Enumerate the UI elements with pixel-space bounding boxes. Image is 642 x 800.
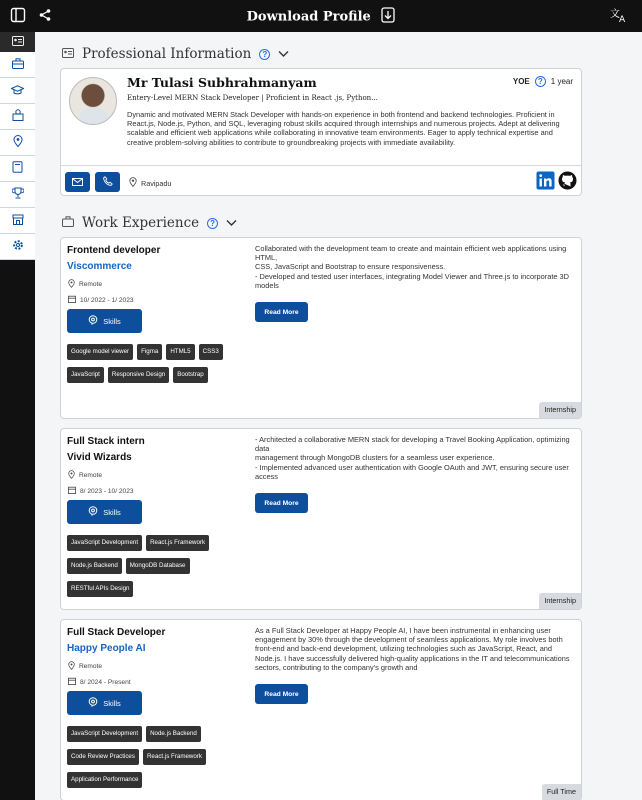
experience-company[interactable]: Viscommerce (67, 261, 132, 272)
experience-role: Full Stack Developer (67, 627, 166, 638)
skill-tag: MongoDB Database (126, 558, 190, 574)
briefcase-icon (12, 56, 24, 74)
calendar-icon (68, 486, 76, 496)
top-bar (0, 0, 642, 32)
graduation-cap-icon (11, 82, 24, 100)
employment-type-badge: Full Time (542, 784, 581, 800)
experience-role: Full Stack intern (67, 436, 145, 447)
settings-icon (12, 238, 24, 256)
experience-role: Frontend developer (67, 245, 161, 256)
profile-tagline: Entery-Level MERN Stack Developer | Proficient in React .js, Python... (127, 94, 378, 102)
work-experience-header (62, 215, 237, 231)
experience-card (60, 237, 582, 419)
skill-tags (67, 535, 247, 597)
skill-tag: Code Review Practices (67, 749, 139, 765)
sidebar-item-experience[interactable] (0, 52, 35, 78)
skill-tag: JavaScript (67, 367, 104, 383)
experience-company[interactable]: Vivid Wizards (67, 452, 132, 463)
translate-icon[interactable] (610, 7, 628, 28)
mode-text: Remote (79, 281, 103, 288)
calendar-icon (68, 295, 76, 305)
id-card-icon (12, 33, 24, 51)
brain-icon (88, 506, 98, 518)
briefcase-icon (62, 215, 74, 231)
skill-tag: Google model viewer (67, 344, 133, 360)
yoe-label: YOE (512, 77, 530, 86)
skill-tag: Application Performance (67, 772, 142, 788)
download-icon (381, 7, 395, 27)
brain-icon (88, 697, 98, 709)
experience-card (60, 428, 582, 610)
profile-location (129, 177, 171, 189)
sidebar-item-profile[interactable] (0, 32, 35, 52)
skill-tags (67, 344, 247, 383)
trophy-icon (12, 186, 24, 204)
skills-label: Skills (103, 507, 121, 517)
experience-description: - Architected a collaborative MERN stack for developing a Travel Booking Application, optimizing data management through MongoDB clusters for a seamless user experience. - Implemented advanced user authentication with Google OAuth and JWT, ensuring secure user access (255, 435, 570, 481)
mode-text: Remote (79, 472, 103, 479)
sidebar-item-achievements[interactable] (0, 182, 35, 208)
profile-footer (61, 165, 581, 196)
profile-card (60, 68, 582, 196)
read-more-button[interactable]: Read More (255, 302, 308, 322)
skills-label: Skills (103, 316, 121, 326)
profile-bio: Dynamic and motivated MERN Stack Developer with hands-on experience in both frontend and backend technologies. Proficient in React.js, Node.js, Python, and SQL, leveraging robust skills acquired through internships and numerous projects. Adept at delivering scalable and efficient web applications while collaborating in innovative team environments. Eager to apply technical expertise and creative problem-solving abilities to contribute to groundbreaking projects with immediate availability. (127, 110, 560, 147)
help-icon[interactable]: ? (535, 76, 546, 87)
skills-button[interactable] (67, 691, 142, 715)
yoe-value: 1 year (550, 77, 573, 86)
dates-text: 8/ 2023 - 10/ 2023 (80, 487, 134, 495)
email-button[interactable] (65, 172, 90, 192)
certificate-icon (12, 108, 24, 126)
skill-tag: React.js Framework (146, 535, 209, 551)
linkedin-icon[interactable] (536, 171, 555, 195)
call-button[interactable] (95, 172, 120, 192)
sidebar-item-publications[interactable] (0, 156, 35, 182)
skill-tag: RESTful APIs Design (67, 581, 133, 597)
experience-description: Collaborated with the development team to create and maintain efficient web applications using HTML, CSS, JavaScript and Bootstrap to ensure responsiveness. - Developed and tested user interfaces, integrating Model Viewer and Three.js to incorporate 3D models (255, 244, 570, 290)
svg-text:文: 文 (610, 9, 620, 20)
page-title: Download Profile (246, 9, 371, 25)
experience-card (60, 619, 582, 800)
id-card-icon (62, 46, 74, 62)
location-pin-icon (13, 134, 23, 152)
skill-tag: Node.js Backend (146, 726, 201, 742)
experience-mode (68, 279, 102, 290)
brain-icon (88, 315, 98, 327)
location-text: Ravipadu (141, 178, 172, 188)
calendar-icon (68, 677, 76, 687)
sidebar-item-location[interactable] (0, 130, 35, 156)
skill-tag: JavaScript Development (67, 535, 142, 551)
experience-company[interactable]: Happy People AI (67, 643, 146, 654)
skill-tag: Node.js Backend (67, 558, 122, 574)
sidebar-item-certifications[interactable] (0, 104, 35, 130)
experience-dates (68, 486, 134, 496)
experience-dates (68, 295, 134, 305)
github-icon[interactable] (558, 171, 577, 195)
location-pin-icon (68, 661, 75, 672)
section-title: Work Experience (82, 215, 200, 231)
yoe-indicator (513, 76, 573, 87)
avatar (69, 77, 117, 125)
phone-icon (103, 173, 113, 191)
skills-button[interactable] (67, 309, 142, 333)
dates-text: 10/ 2022 - 1/ 2023 (80, 296, 134, 304)
sidebar-item-education[interactable] (0, 78, 35, 104)
read-more-button[interactable]: Read More (255, 493, 308, 513)
mode-text: Remote (79, 663, 103, 670)
store-icon (12, 212, 24, 230)
skill-tag: CSS3 (199, 344, 223, 360)
social-links (536, 171, 577, 195)
section-title: Professional Information (82, 46, 252, 62)
skill-tag: JavaScript Development (67, 726, 142, 742)
help-icon[interactable]: ? (207, 218, 218, 229)
employment-type-badge: Internship (539, 593, 581, 609)
skill-tag: React.js Framework (143, 749, 206, 765)
svg-text:A: A (619, 15, 626, 23)
skill-tag: Bootstrap (173, 367, 207, 383)
skills-button[interactable] (67, 500, 142, 524)
mail-icon (72, 173, 83, 191)
skill-tag: HTML5 (166, 344, 194, 360)
skill-tag: Figma (137, 344, 162, 360)
location-pin-icon (129, 177, 137, 189)
location-pin-icon (68, 470, 75, 481)
experience-mode (68, 470, 102, 481)
download-profile-button[interactable] (0, 7, 642, 27)
skills-label: Skills (103, 698, 121, 708)
sidebar (0, 32, 35, 800)
main-content (35, 32, 642, 800)
skill-tag: Responsive Design (108, 367, 169, 383)
profile-name: Mr Tulasi Subhrahmanyam (127, 75, 317, 90)
read-more-button[interactable]: Read More (255, 684, 308, 704)
chevron-down-icon[interactable] (278, 46, 289, 62)
skill-tags (67, 726, 247, 788)
dates-text: 8/ 2024 - Present (80, 678, 131, 686)
book-icon (12, 160, 23, 178)
sidebar-item-organizations[interactable] (0, 208, 35, 234)
location-pin-icon (68, 279, 75, 290)
employment-type-badge: Internship (539, 402, 581, 418)
sidebar-item-settings[interactable] (0, 234, 35, 260)
help-icon[interactable]: ? (259, 49, 270, 60)
professional-info-header (62, 46, 289, 62)
experience-description: As a Full Stack Developer at Happy People AI, I have been instrumental in enhancing user engagement by 30% through the development of seamless applications. My role involves both front-end and back-end development, utilizing technologies such as JavaScript, React, and Node.js. I have successfully delivered high-quality applications in the IT and telecommunications sectors, contributing to the company's growth and (255, 626, 570, 672)
experience-dates (68, 677, 131, 687)
experience-mode (68, 661, 102, 672)
chevron-down-icon[interactable] (226, 215, 237, 231)
